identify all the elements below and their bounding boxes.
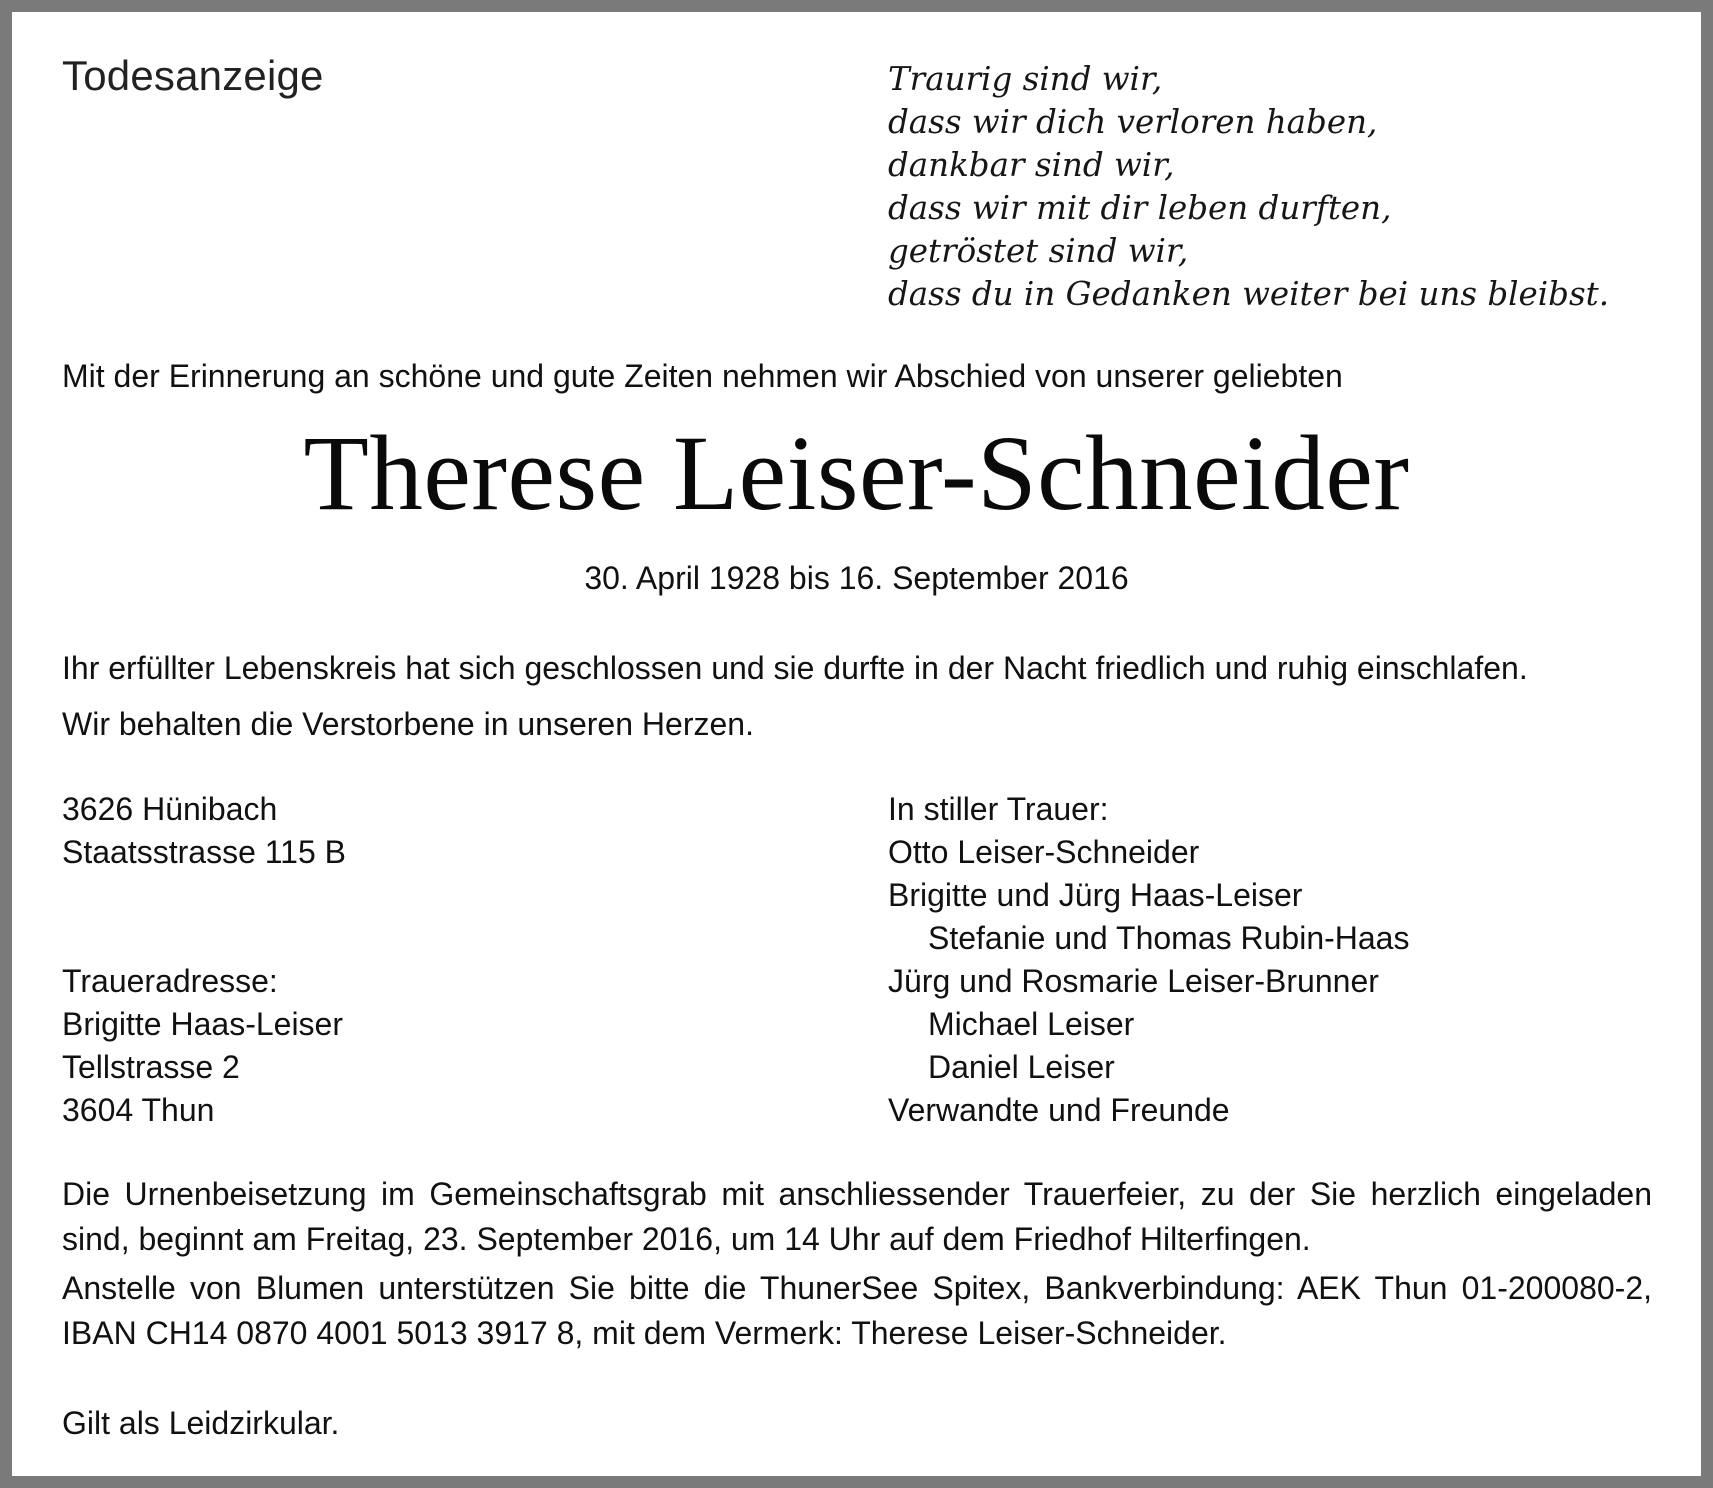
farewell-line: Wir behalten die Verstorbene in unseren Herzen. [62,706,754,742]
poem-line: dankbar sind wir, [888,146,1175,184]
farewell-line: Ihr erfüllter Lebenskreis hat sich geschlossen und sie durfte in der Nacht friedlich und ruhig einschlafen. [62,650,1528,686]
notice-heading: Todesanzeige [62,52,324,99]
donation-notice: Anstelle von Blumen unterstützen Sie bitte die ThunerSee Spitex, Bankverbindung: AEK Thun 01-200080-2, IBAN CH14 0870 4001 5013 3917 8, mit dem Vermerk: Therese Leiser-Schneider. [62,1270,1652,1351]
home-address [62,788,346,874]
poem-line: Traurig sind wir, [888,60,1163,98]
mourner-entry: Daniel Leiser [928,1049,1115,1085]
mourner-entry: Michael Leiser [928,1006,1135,1042]
poem-line: dass wir dich verloren haben, [888,103,1378,141]
mourner-entry: Jürg und Rosmarie Leiser-Brunner [888,963,1379,999]
mourner-entry: Otto Leiser-Schneider [888,834,1200,870]
mourning-address-label: Traueradresse: [62,963,278,999]
address-line: 3626 Hünibach [62,791,278,827]
mourner-entry: Stefanie und Thomas Rubin-Haas [928,920,1410,956]
mourning-address-city: 3604 Thun [62,1092,215,1128]
farewell-text [62,640,1528,752]
mourning-address [62,960,343,1132]
closing-note: Gilt als Leidzirkular. [62,1405,340,1441]
address-line: Staatsstrasse 115 B [62,834,346,870]
intro-text: Mit der Erinnerung an schöne und gute Zeiten nehmen wir Abschied von unserer geliebten [62,358,1343,394]
mourners-list [888,788,1409,1132]
life-dates: 30. April 1928 bis 16. September 2016 [584,560,1129,596]
mourning-address-street: Tellstrasse 2 [62,1049,240,1085]
poem-line: dass wir mit dir leben durften, [888,189,1392,227]
deceased-name: Therese Leiser-Schneider [303,415,1410,533]
mourners-label: In stiller Trauer: [888,791,1109,827]
notices [62,1172,1652,1360]
mourner-entry: Brigitte und Jürg Haas-Leiser [888,877,1303,913]
funeral-notice: Die Urnenbeisetzung im Gemeinschaftsgrab mit anschliessender Trauerfeier, zu der Sie herzlich eingeladen sind, beginnt am Freitag, 23. September 2016, um 14 Uhr auf dem Friedhof Hilterfingen. [62,1176,1652,1257]
mourner-entry: Verwandte und Freunde [888,1092,1230,1128]
poem-line: getröstet sind wir, [888,232,1189,270]
poem-line: dass du in Gedanken weiter bei uns bleibst. [888,275,1610,313]
mourning-address-name: Brigitte Haas-Leiser [62,1006,343,1042]
poem [888,58,1609,316]
